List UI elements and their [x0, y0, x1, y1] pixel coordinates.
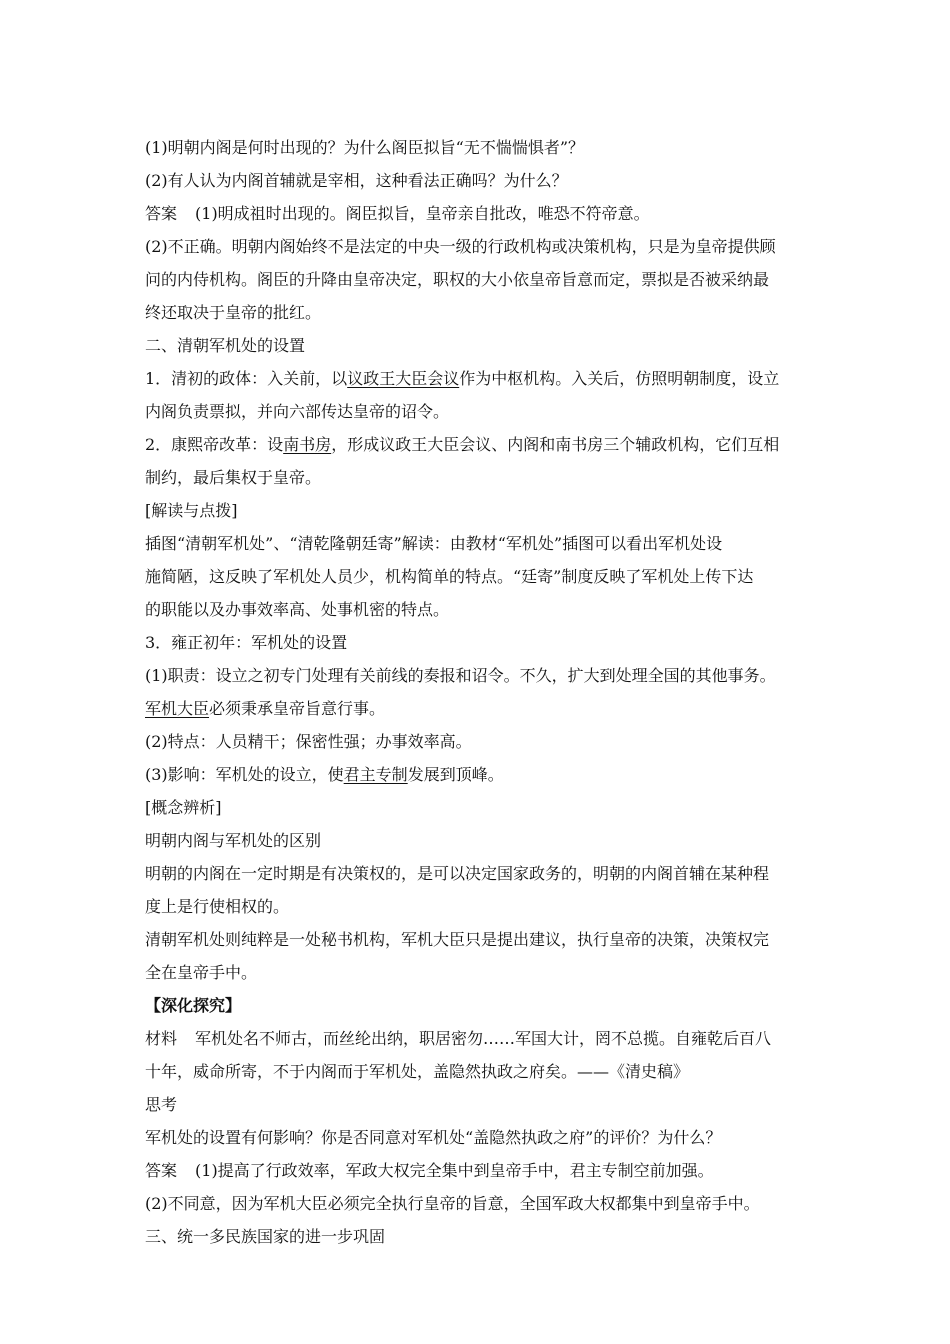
- item-2-text: ，形成议政王大臣会议、内阁和南书房三个辅政机构，它们互相: [331, 435, 780, 454]
- concept-line-2: [145, 897, 289, 917]
- answer-2-line-3: [145, 303, 321, 323]
- paragraph-text: 清朝军机处则纯粹是一处秘书机构，军机大臣只是提出建议，执行皇帝的决策，决策权完: [145, 930, 770, 949]
- underlined-term: 南书房: [283, 435, 332, 454]
- answer-1-text: (1)明成祖时出现的。阁臣拟旨，皇帝亲自批改，唯恐不符帝意。: [195, 204, 650, 223]
- answer-2-text: 问的内侍机构。阁臣的升降由皇帝决定，职权的大小依皇帝旨意而定，票拟是否被采纳最: [145, 270, 770, 289]
- think-answer-1: [145, 1161, 714, 1181]
- paragraph-text: 全在皇帝手中。: [145, 963, 258, 982]
- concept-line-1: [145, 864, 769, 884]
- bracket-heading-text: [概念辨析]: [145, 798, 222, 817]
- explore-heading: [145, 996, 241, 1016]
- item-3-duty-line-1: [145, 666, 776, 686]
- item-3-impact: [145, 765, 504, 785]
- answer-2-text: (2)不正确。明朝内阁始终不是法定的中央一级的行政机构或决策机构，只是为皇帝提供顾: [145, 237, 776, 256]
- think-question: [145, 1128, 721, 1148]
- answer-2-line-1: [145, 237, 776, 257]
- paragraph-text: (2)特点：人员精干；保密性强；办事效率高。: [145, 732, 472, 751]
- question-1-text: (1)明朝内阁是何时出现的？为什么阁臣拟旨“无不惴惴惧者”？: [145, 138, 585, 157]
- material-line-2: [145, 1062, 689, 1082]
- interpretation-line-3: [145, 600, 449, 620]
- material-text: 军机处名不师古，而丝纶出纳，职居密勿……军国大计，罔不总揽。自雍乾后百八: [195, 1029, 772, 1048]
- question-2-text: (2)有人认为内阁首辅就是宰相，这种看法正确吗？为什么？: [145, 171, 568, 190]
- item-2-line-1: [145, 435, 779, 455]
- section-heading-text: 三、统一多民族国家的进一步巩固: [145, 1227, 386, 1246]
- interpretation-line-1: [145, 534, 722, 554]
- item-1-line-2: [145, 402, 449, 422]
- interpretation-heading: [145, 501, 238, 521]
- question-2: [145, 171, 568, 191]
- answer-text: (2)不同意，因为军机大臣必须完全执行皇帝的旨意，全国军政大权都集中到皇帝手中。: [145, 1194, 760, 1213]
- material-line-1: [145, 1029, 771, 1049]
- underlined-term: 议政王大臣会议: [347, 369, 460, 388]
- answer-2-line-2: [145, 270, 769, 290]
- bracket-heading-text: [解读与点拨]: [145, 501, 238, 520]
- think-label-text: 思考: [145, 1095, 178, 1114]
- underlined-term: 军机大臣: [145, 699, 210, 718]
- paragraph-text: 度上是行使相权的。: [145, 897, 290, 916]
- answer-1: [145, 204, 650, 224]
- material-label: 材料: [145, 1029, 178, 1048]
- interpretation-line-2: [145, 567, 753, 587]
- concept-subtitle: [145, 831, 321, 851]
- paragraph-text: 插图“清朝军机处”、“清乾隆朝廷寄”解读：由教材“军机处”插图可以看出军机处设: [145, 534, 723, 553]
- paragraph-text: 发展到顶峰。: [407, 765, 504, 784]
- question-1: [145, 138, 584, 158]
- item-3-duty-line-2: [145, 699, 385, 719]
- answer-text: (1)提高了行政效率，军政大权完全集中到皇帝手中，君主专制空前加强。: [195, 1161, 714, 1180]
- bold-heading-text: 【深化探究】: [145, 996, 242, 1015]
- answer-label: 答案: [145, 204, 178, 223]
- item-3-features: [145, 732, 472, 752]
- item-3: [145, 633, 347, 653]
- item-2-text: 制约，最后集权于皇帝。: [145, 468, 322, 487]
- item-2-text: 2．康熙帝改革：设: [145, 435, 284, 454]
- item-3-text: 3．雍正初年：军机处的设置: [145, 633, 348, 652]
- think-answer-2: [145, 1194, 760, 1214]
- section-heading-text: 二、清朝军机处的设置: [145, 336, 306, 355]
- section-heading-2: [145, 336, 305, 356]
- paragraph-text: 明朝内阁与军机处的区别: [145, 831, 322, 850]
- item-1-text: 内阁负责票拟，并向六部传达皇帝的诏令。: [145, 402, 450, 421]
- paragraph-text: 的职能以及办事效率高、处事机密的特点。: [145, 600, 450, 619]
- section-heading-3: [145, 1227, 385, 1247]
- paragraph-text: 明朝的内阁在一定时期是有决策权的，是可以决定国家政务的，明朝的内阁首辅在某种程: [145, 864, 770, 883]
- item-1-line-1: [145, 369, 779, 389]
- concept-heading: [145, 798, 222, 818]
- think-label: [145, 1095, 177, 1115]
- paragraph-text: (3)影响：军机处的设立，使: [145, 765, 344, 784]
- item-1-text: 1．清初的政体：入关前，以: [145, 369, 348, 388]
- question-text: 军机处的设置有何影响？你是否同意对军机处“盖隐然执政之府”的评价？为什么？: [145, 1128, 722, 1147]
- material-text: 十年，威命所寄，不于内阁而于军机处，盖隐然执政之府矣。——《清史稿》: [145, 1062, 690, 1081]
- paragraph-text: 必须秉承皇帝旨意行事。: [209, 699, 386, 718]
- answer-2-text: 终还取决于皇帝的批红。: [145, 303, 322, 322]
- item-2-line-2: [145, 468, 321, 488]
- concept-line-3: [145, 930, 769, 950]
- paragraph-text: (1)职责：设立之初专门处理有关前线的奏报和诏令。不久，扩大到处理全国的其他事务。: [145, 666, 776, 685]
- concept-line-4: [145, 963, 257, 983]
- item-1-text: 作为中枢机构。入关后，仿照明朝制度，设立: [459, 369, 780, 388]
- paragraph-text: 施简陋，这反映了军机处人员少，机构简单的特点。“廷寄”制度反映了军机处上传下达: [145, 567, 754, 586]
- answer-label: 答案: [145, 1161, 178, 1180]
- underlined-term: 君主专制: [343, 765, 408, 784]
